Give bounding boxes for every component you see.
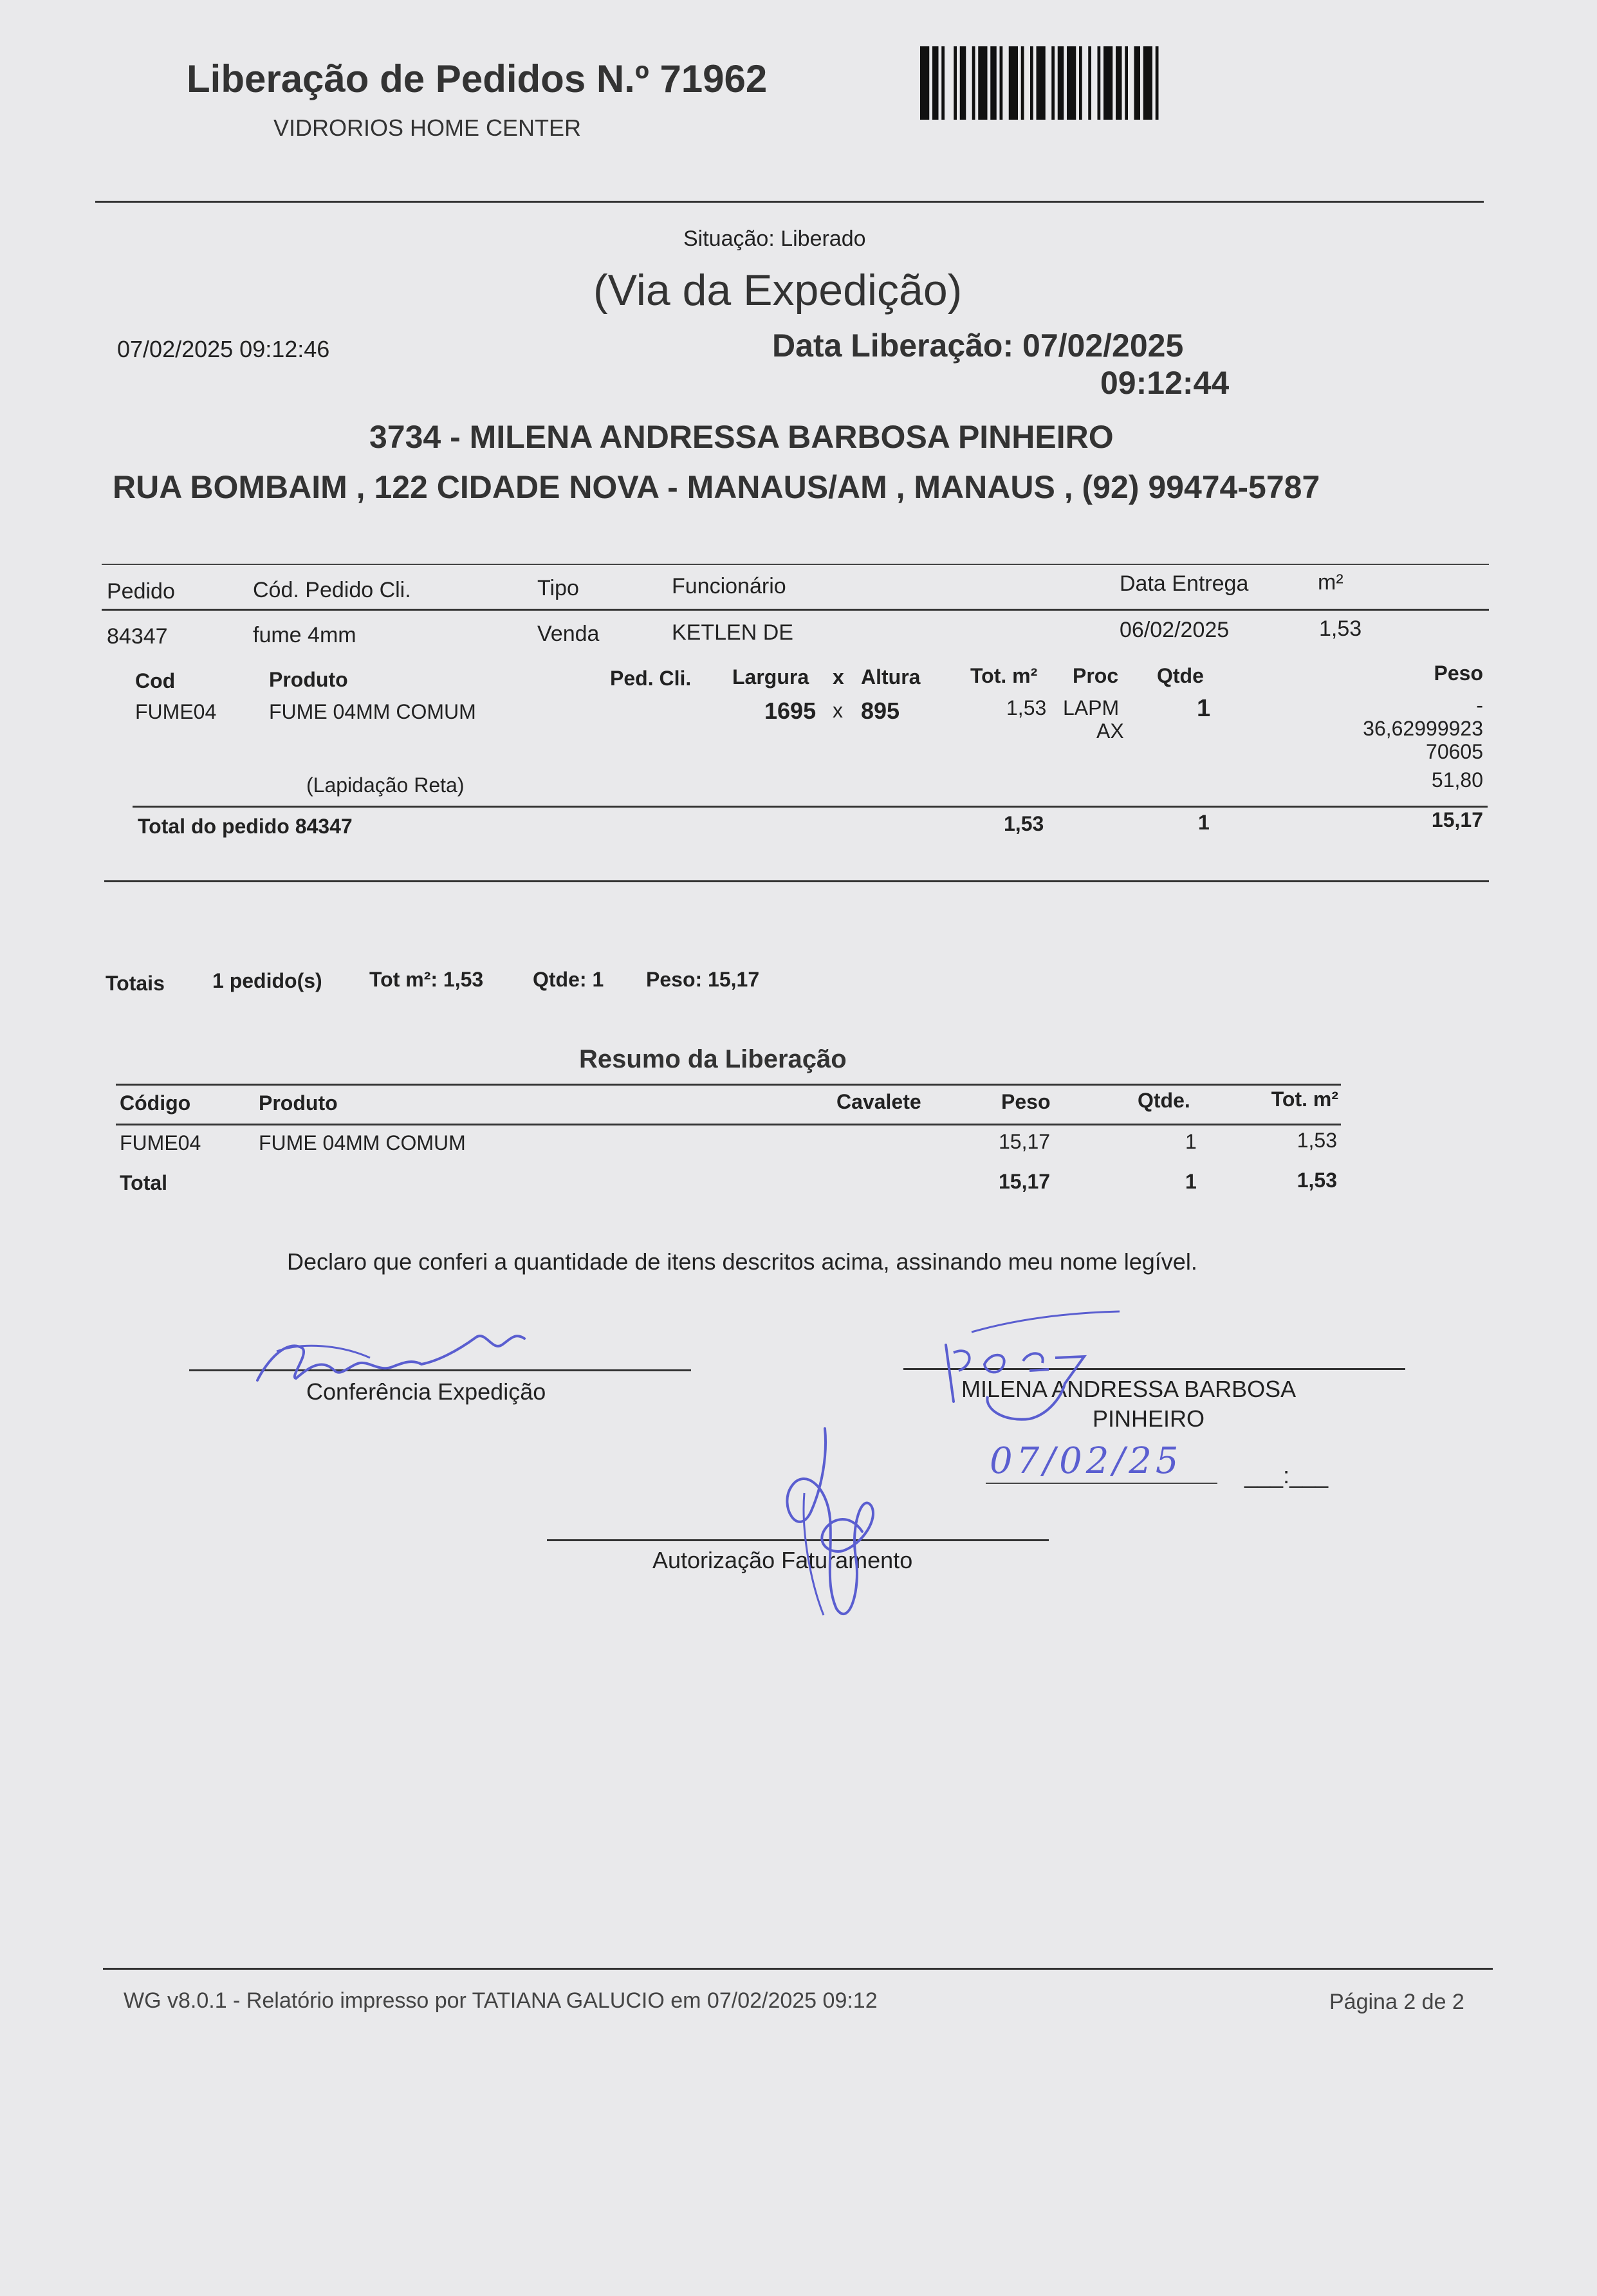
document-title: Liberação de Pedidos N.º 71962: [187, 57, 768, 100]
totals-m2: Tot m²: 1,53: [369, 968, 484, 991]
items-col-ped-cli: Ped. Cli.: [610, 667, 692, 690]
barcode-bar: [1143, 46, 1152, 120]
barcode-bar: [1058, 46, 1064, 120]
summary-title: Resumo da Liberação: [579, 1045, 847, 1073]
order-table-top-rule: [102, 564, 1489, 565]
summary-total-label: Total: [120, 1171, 168, 1194]
summary-row-produto: FUME 04MM COMUM: [259, 1131, 466, 1154]
items-col-tot-m2: Tot. m²: [970, 664, 1038, 687]
order-pedido: 84347: [107, 624, 168, 649]
barcode-bar: [990, 46, 997, 120]
items-col-altura: Altura: [861, 665, 921, 689]
summary-col-codigo: Código: [120, 1091, 191, 1115]
items-col-proc: Proc: [1073, 664, 1119, 687]
barcode-bar: [920, 46, 929, 120]
barcode-bar: [1000, 46, 1003, 120]
barcode-bar: [1067, 46, 1076, 120]
summary-total-peso: 15,17: [999, 1170, 1051, 1193]
barcode-bar: [1134, 46, 1141, 120]
release-date: Data Liberação: 07/02/2025: [772, 328, 1184, 364]
item-altura: 895: [861, 698, 900, 724]
barcode-bar: [954, 46, 957, 120]
items-col-x: x: [833, 665, 844, 689]
items-bottom-rule: [104, 880, 1489, 882]
item-tot-m2: 1,53: [1006, 696, 1047, 719]
barcode-bar: [1088, 46, 1091, 120]
summary-col-qtde: Qtde.: [1138, 1089, 1190, 1112]
summary-col-cavalete: Cavalete: [836, 1090, 921, 1113]
printed-timestamp: 07/02/2025 09:12:46: [117, 336, 330, 362]
customer-address: RUA BOMBAIM , 122 CIDADE NOVA - MANAUS/AM , MANAUS , (92) 99474-5787: [113, 469, 1320, 505]
copy-type: (Via da Expedição): [593, 266, 963, 315]
customer-signature-name-2: PINHEIRO: [1093, 1405, 1205, 1432]
declaration-text: Declaro que conferi a quantidade de itens descritos acima, assinando meu nome legível.: [287, 1248, 1197, 1275]
summary-col-produto: Produto: [259, 1091, 338, 1115]
barcode-bar: [941, 46, 945, 120]
footer-rule: [103, 1968, 1493, 1970]
item-peso-3: 70605: [1426, 740, 1483, 763]
item-peso-4: 51,80: [1431, 768, 1483, 792]
items-col-qtde: Qtde: [1157, 664, 1204, 687]
barcode-bar: [1021, 46, 1024, 120]
date-line: [986, 1483, 1217, 1484]
handwritten-date: 07/02/25: [990, 1440, 1183, 1482]
col-tipo: Tipo: [537, 576, 579, 600]
summary-row-tot-m2: 1,53: [1297, 1129, 1337, 1152]
summary-total-tot-m2: 1,53: [1297, 1169, 1337, 1192]
order-funcionario: KETLEN DE: [672, 620, 793, 645]
item-proc-1: LAPM: [1063, 696, 1120, 719]
item-peso-1: -: [1476, 694, 1483, 717]
order-data-entrega: 06/02/2025: [1120, 618, 1230, 642]
barcode-bar: [1009, 46, 1018, 120]
page-number: Página 2 de 2: [1329, 1990, 1464, 2014]
barcode-bar: [1079, 46, 1082, 120]
col-cod-pedido-cli: Cód. Pedido Cli.: [253, 578, 411, 602]
items-total-rule: [133, 806, 1488, 808]
status-label: Situação: Liberado: [683, 227, 866, 251]
item-note: (Lapidação Reta): [306, 773, 465, 797]
item-proc-2: AX: [1096, 719, 1124, 743]
conferencia-label: Conferência Expedição: [306, 1378, 546, 1405]
col-m2: m²: [1318, 570, 1343, 595]
customer-signature: [927, 1300, 1139, 1429]
barcode-bar: [972, 46, 975, 120]
summary-col-tot-m2: Tot. m²: [1271, 1088, 1338, 1111]
summary-row-peso: 15,17: [999, 1130, 1051, 1153]
conferencia-signature: [232, 1313, 566, 1396]
item-cod: FUME04: [135, 700, 217, 723]
barcode-bar: [1037, 46, 1046, 120]
items-col-produto: Produto: [269, 668, 348, 691]
barcode-bar: [1098, 46, 1101, 120]
summary-row-qtde: 1: [1185, 1130, 1197, 1153]
summary-row-codigo: FUME04: [120, 1131, 201, 1154]
autorizacao-label: Autorização Faturamento: [652, 1547, 913, 1573]
time-blank: ___:___: [1244, 1462, 1329, 1488]
barcode-bar: [1116, 46, 1122, 120]
footer-printed-by: WG v8.0.1 - Relatório impresso por TATIANA GALUCIO em 07/02/2025 09:12: [124, 1988, 878, 2013]
barcode-bar: [1103, 46, 1112, 120]
order-total-m2: 1,53: [1004, 812, 1044, 835]
summary-col-peso: Peso: [1001, 1090, 1051, 1113]
customer-signature-name-1: MILENA ANDRESSA BARBOSA: [961, 1376, 1297, 1402]
totals-pedidos: 1 pedido(s): [212, 969, 322, 992]
order-total-qtde: 1: [1198, 811, 1210, 834]
barcode-bar: [978, 46, 987, 120]
item-peso-2: 36,62999923: [1363, 717, 1483, 740]
barcode-bar: [932, 46, 939, 120]
item-largura: 1695: [764, 698, 817, 724]
col-funcionario: Funcionário: [672, 574, 786, 598]
items-col-largura: Largura: [732, 665, 809, 689]
order-total-label: Total do pedido 84347: [138, 815, 353, 838]
order-tipo: Venda: [537, 622, 600, 646]
item-qtde: 1: [1197, 695, 1211, 722]
order-total-peso: 15,17: [1431, 808, 1483, 831]
header-divider: [95, 201, 1484, 203]
barcode-bar: [960, 46, 966, 120]
customer-name: 3734 - MILENA ANDRESSA BARBOSA PINHEIRO: [369, 419, 1114, 455]
col-pedido: Pedido: [107, 579, 175, 604]
barcode-bar: [1030, 46, 1033, 120]
company-name: VIDRORIOS HOME CENTER: [273, 115, 582, 141]
barcode: [920, 46, 1165, 120]
item-produto: FUME 04MM COMUM: [269, 700, 476, 723]
totals-peso: Peso: 15,17: [646, 968, 760, 991]
barcode-bar: [1051, 46, 1055, 120]
barcode-bar: [1125, 46, 1128, 120]
release-time: 09:12:44: [1100, 365, 1230, 401]
order-m2: 1,53: [1319, 616, 1362, 641]
summary-top-rule: [116, 1084, 1341, 1086]
col-data-entrega: Data Entrega: [1120, 571, 1249, 596]
barcode-bar: [1156, 46, 1159, 120]
totals-label: Totais: [106, 972, 165, 995]
summary-header-rule: [116, 1124, 1341, 1125]
order-table-header-rule: [102, 609, 1489, 611]
summary-total-qtde: 1: [1185, 1170, 1197, 1193]
item-x: x: [833, 699, 843, 722]
items-col-peso: Peso: [1434, 662, 1483, 685]
items-col-cod: Cod: [135, 669, 176, 692]
totals-qtde: Qtde: 1: [533, 968, 604, 991]
order-cod-cli: fume 4mm: [253, 623, 356, 647]
autorizacao-signature: [766, 1416, 894, 1628]
